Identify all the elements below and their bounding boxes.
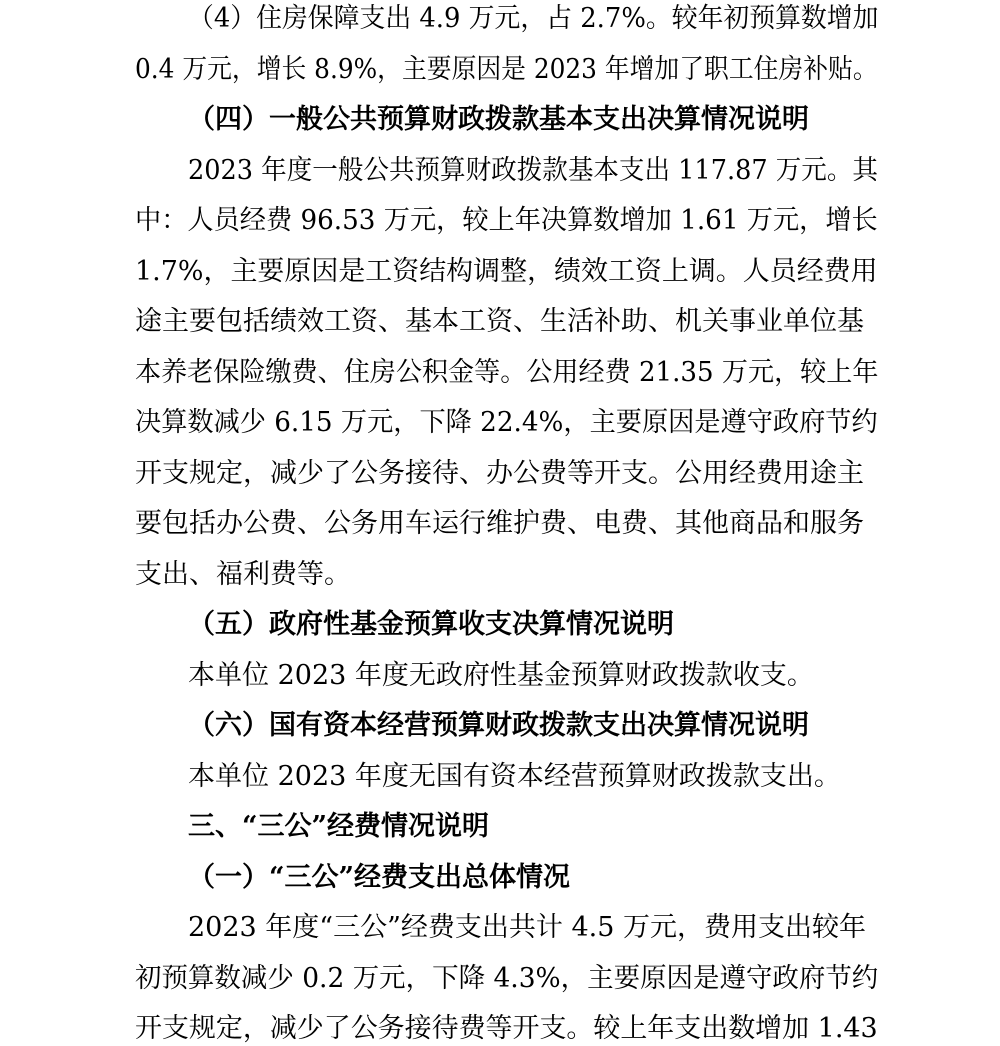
section-heading-four: （四）一般公共预算财政拨款基本支出决算情况说明 [188, 104, 809, 135]
paragraph-three-one-line-2: 初预算数减少 0.2 万元，下降 4.3%，主要原因是遵守政府节约 [135, 963, 879, 994]
paragraph-three-one-line-1: 2023 年度“三公”经费支出共计 4.5 万元，费用支出较年 [188, 912, 867, 943]
paragraph-three-one-line-3: 开支规定，减少了公务接待费等开支。较上年支出数增加 1.43 [135, 1013, 878, 1044]
paragraph-basic-line-9: 支出、福利费等。 [135, 559, 351, 590]
paragraph-basic-line-6: 决算数减少 6.15 万元，下降 22.4%，主要原因是遵守政府节约 [135, 407, 878, 438]
paragraph-housing-line-1: （4）住房保障支出 4.9 万元，占 2.7%。较年初预算数增加 [188, 3, 879, 34]
section-heading-five: （五）政府性基金预算收支决算情况说明 [188, 609, 674, 640]
paragraph-six: 本单位 2023 年度无国有资本经营预算财政拨款支出。 [188, 761, 841, 792]
paragraph-basic-line-1: 2023 年度一般公共预算财政拨款基本支出 117.87 万元。其 [188, 155, 878, 186]
paragraph-basic-line-3: 1.7%，主要原因是工资结构调整，绩效工资上调。人员经费用 [135, 256, 878, 287]
paragraph-basic-line-5: 本养老保险缴费、住房公积金等。公用经费 21.35 万元，较上年 [135, 357, 879, 388]
paragraph-five: 本单位 2023 年度无政府性基金预算财政拨款收支。 [188, 660, 814, 691]
paragraph-basic-line-7: 开支规定，减少了公务接待、办公费等开支。公用经费用途主 [135, 458, 864, 489]
paragraph-housing-line-2: 0.4 万元，增长 8.9%，主要原因是 2023 年增加了职工住房补贴。 [135, 54, 878, 85]
paragraph-basic-line-4: 途主要包括绩效工资、基本工资、生活补助、机关事业单位基 [135, 306, 864, 337]
paragraph-basic-line-2: 中：人员经费 96.53 万元，较上年决算数增加 1.61 万元，增长 [135, 205, 878, 236]
paragraph-basic-line-8: 要包括办公费、公务用车运行维护费、电费、其他商品和服务 [135, 508, 864, 539]
section-heading-three-one: （一）“三公”经费支出总体情况 [188, 862, 571, 893]
section-heading-six: （六）国有资本经营预算财政拨款支出决算情况说明 [188, 710, 809, 741]
section-heading-three: 三、“三公”经费情况说明 [188, 811, 490, 842]
